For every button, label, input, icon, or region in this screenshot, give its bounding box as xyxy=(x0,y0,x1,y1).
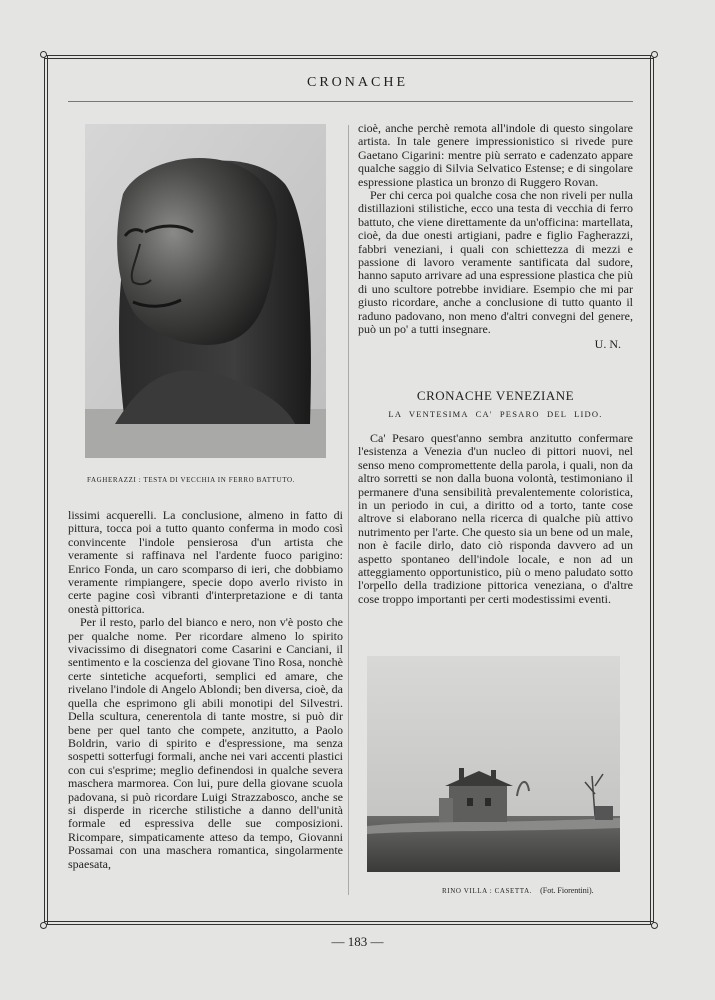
frame-corner-ornament xyxy=(651,922,658,929)
author-signature: U. N. xyxy=(594,336,621,351)
section-subtitle: LA VENTESIMA CA' PESARO DEL LIDO. xyxy=(388,409,603,419)
frame-right-line xyxy=(653,55,654,925)
section-title: CRONACHE VENEZIANE xyxy=(416,388,575,403)
paragraph: Per chi cerca poi qualche cosa che non riveli per nulla distillazioni stilistiche, ecco una testa di vecchia di ferro battuto, che viene direttamente da un'officina: martellata, cioè, da due onesti artigiani, padre e figlio Fagherazzi, fabbri veneziani, i quali con schiettezza di mezzi e passione di lavoro veramente santificata dal sudore, hanno saputo arrivare ad una espressione plastica che più di uno scultore potrebbe invidiare. Esempio che mi par giusto ricordare, anche a conclusione di tutto quanto il raduno padovano, non meno d'altri convegni del genere, può un po' a tutti insegnare. xyxy=(358,188,633,337)
frame-corner-ornament xyxy=(40,922,47,929)
frame-right-line-inner xyxy=(650,55,651,925)
bust-photo xyxy=(85,124,326,458)
landscape-caption xyxy=(442,886,594,895)
frame-corner-ornament xyxy=(651,51,658,58)
frame-top-line xyxy=(44,55,654,56)
bust-caption: FAGHERAZZI : TESTA DI VECCHIA IN FERRO BATTUTO. xyxy=(87,476,295,484)
left-column-text xyxy=(68,509,343,871)
paragraph: Ca' Pesaro quest'anno sembra anzitutto confermare l'esistenza a Venezia d'un nucleo di pittori nuovi, nel senso meno compromettente della parola, i quali, non da altro sorretti se non dalla buona volontà, testimoniano il permanere d'una sensibilità prevalentemente coloristica, in un periodo in cui, a diritto od a torto, tante cose altrove si elaborano nella ricerca di qualche più attivo nutrimento per l'arte. Che questo sia un bene od un male, non è facile dirlo, dato ciò risponda davvero ad un aspetto spontaneo dell'indole locale, e non ad un atteggiamento opportunistico, più o meno paludato sotto l'orpello della tradizione pittorica veneziana, o d'altre cose troppo importanti per certi modestissimi eventi. xyxy=(358,431,633,606)
page-header: CRONACHE xyxy=(306,75,408,90)
paragraph: cioè, anche perchè remota all'indole di questo singolare artista. In tale genere impressionistico si rivede pure Gaetano Cigarini: mentre più serrato e cadenzato appare qualche saggio di Silvia Selvatico Estense; e di singolare espressione plastica un bronzo di Ruggero Rovan. xyxy=(358,121,633,189)
photo-credit: (Fot. Fiorentini). xyxy=(540,886,594,895)
frame-corner-ornament xyxy=(40,51,47,58)
landscape-caption-text: RINO VILLA : CASETTA. xyxy=(442,887,533,895)
frame-bottom-line-inner xyxy=(44,921,654,922)
frame-top-line-inner xyxy=(44,58,654,59)
paragraph: Per il resto, parlo del bianco e nero, non v'è posto che per qualche nome. Per ricordare almeno lo spirito vivacissimo di disegnatori come Casarini e Canciani, il sentimento e la coscienza del giovane Tino Rosa, nonchè certe sintetiche acqueforti, semplici ed amare, che rivelano l'indole di Angelo Ablondi; ben diversa, cioè, da quella che esprimono gli abili monotipi del Silvestri. Della scultura, cenerentola di tante mostre, si può dir bene per quel tanto che compete, anzitutto, a Paolo Boldrin, vario di spirito e d'espressione, ma senza sospetti sotterfugi formali, anche nei vari accenti plastici con cui s'esprime; meglio definendosi in qualche severa maschera marmorea. Con lui, pure della giovane scuola padovana, si può ricordare Luigi Strazzabosco, anche se si disperde in ricerche stilistiche a danno dell'unità formale ed espressiva delle sue composizioni. Ricompare, simpaticamente atteso da tempo, Giovanni Possamai con una maschera romantica, singolarmente spaesata, xyxy=(68,615,343,871)
page-number: — 183 — xyxy=(331,934,384,949)
header-rule xyxy=(68,101,633,102)
frame-left-line-inner xyxy=(47,55,48,925)
frame-bottom-line xyxy=(44,924,654,925)
right-column-text-bottom xyxy=(358,432,633,606)
paragraph: lissimi acquerelli. La conclusione, almeno in fatto di pittura, tocca poi a tutto quanto conferma in modo così convincente l'indole pensierosa d'un artista che veramente si raffinava nel l'ardente fuoco parigino: Enrico Fonda, un caro scomparso di ieri, che dobbiamo veramente rimpiangere, specie dopo averlo rivisto in certe pagine così vibranti d'interpretazione e di tanta onestà pittorica. xyxy=(68,508,343,616)
right-column-text-top xyxy=(358,122,633,351)
column-divider xyxy=(348,125,349,895)
frame-left-line xyxy=(44,55,45,925)
landscape-photo xyxy=(367,656,620,872)
